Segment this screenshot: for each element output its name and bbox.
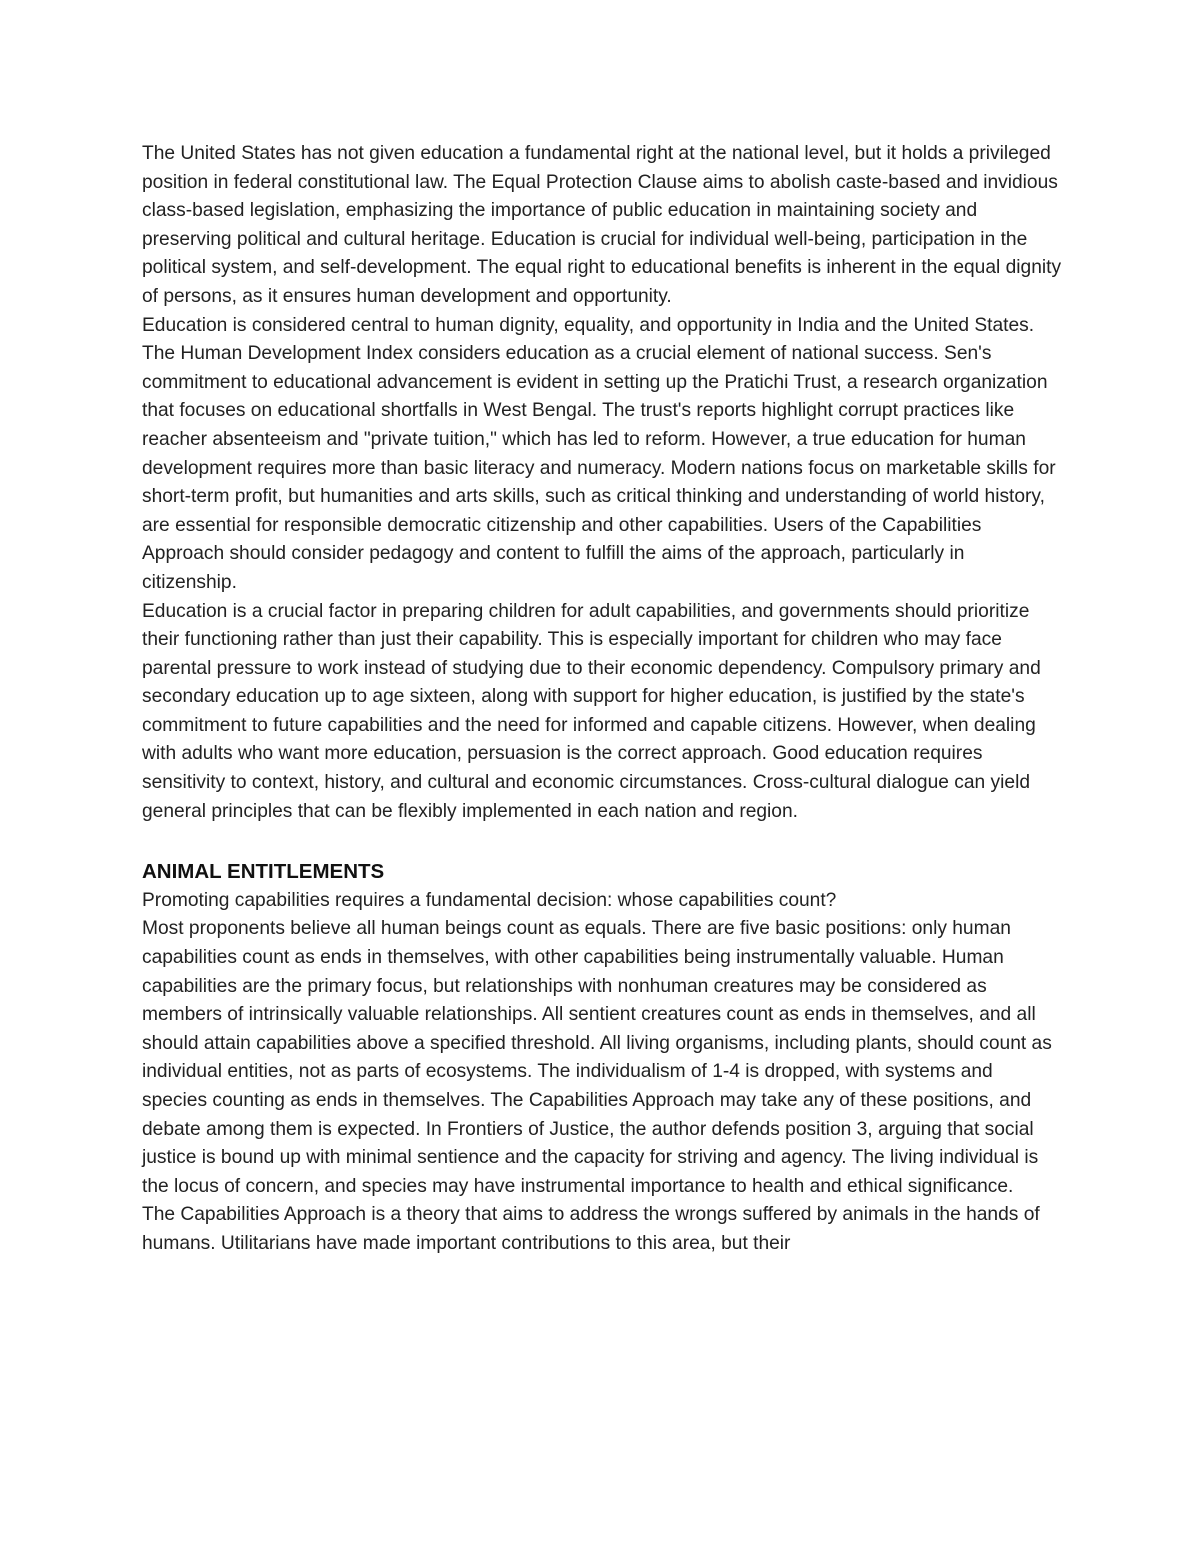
section-heading: ANIMAL ENTITLEMENTS	[142, 860, 385, 884]
paragraph-whose-capabilities: Promoting capabilities requires a fundamental decision: whose capabilities count?	[142, 889, 837, 911]
section-spacer	[142, 826, 1062, 855]
paragraph-human-dignity: Education is considered central to human dignity, equality, and opportunity in India and the United States. The Human Development Index considers education as a crucial element of national success. Sen's commitment to educational advancement is evident in setting up the Pratichi Trust, a research organization that focuses on educational shortfalls in West Bengal. The trust's reports highlight corrupt practices like reacher absenteeism and "private tuition," which has led to reform. However, a true education for human development requires more than basic literacy and numeracy. Modern nations focus on marketable skills for short-term profit, but humanities and arts skills, such as critical thinking and understanding of world history, are essential for responsible democratic citizenship and other capabilities. Users of the Capabilities Approach should consider pedagogy and content to fulfill the aims of the approach, particularly in citizenship.	[142, 314, 1056, 593]
document-body	[142, 140, 1062, 1259]
paragraph-us-education: The United States has not given education a fundamental right at the national level, but it holds a privileged position in federal constitutional law. The Equal Protection Clause aims to abolish caste-based and invidious class-based legislation, emphasizing the importance of public education in maintaining society and preserving political and cultural heritage. Education is crucial for individual well-being, participation in the political system, and self-development. The equal right to educational benefits is inherent in the equal dignity of persons, as it ensures human development and opportunity.	[142, 143, 1062, 307]
paragraph-animal-wrongs: The Capabilities Approach is a theory that aims to address the wrongs suffered by animals in the hands of humans. Utilitarians have made important contributions to this area, but their	[142, 1204, 1040, 1254]
paragraph-five-positions: Most proponents believe all human beings count as equals. There are five basic positions: only human capabilities count as ends in themselves, with other capabilities being instrumentally valuable. Human capabilities are the primary focus, but relationships with nonhuman creatures may be considered as members of intrinsically valuable relationships. All sentient creatures count as ends in themselves, and all should attain capabilities above a specified threshold. All living organisms, including plants, should count as individual entities, not as parts of ecosystems. The individualism of 1-4 is dropped, with systems and species counting as ends in themselves. The Capabilities Approach may take any of these positions, and debate among them is expected. In Frontiers of Justice, the author defends position 3, arguing that social justice is bound up with minimal sentience and the capacity for striving and agency. The living individual is the locus of concern, and species may have instrumental importance to health and ethical significance.	[142, 918, 1052, 1197]
paragraph-children-capabilities: Education is a crucial factor in preparing children for adult capabilities, and governments should prioritize their functioning rather than just their capability. This is especially important for children who may face parental pressure to work instead of studying due to their economic dependency. Compulsory primary and secondary education up to age sixteen, along with support for higher education, is justified by the state's commitment to future capabilities and the need for informed and capable citizens. However, when dealing with adults who want more education, persuasion is the correct approach. Good education requires sensitivity to context, history, and cultural and economic circumstances. Cross-cultural dialogue can yield general principles that can be flexibly implemented in each nation and region.	[142, 600, 1041, 822]
